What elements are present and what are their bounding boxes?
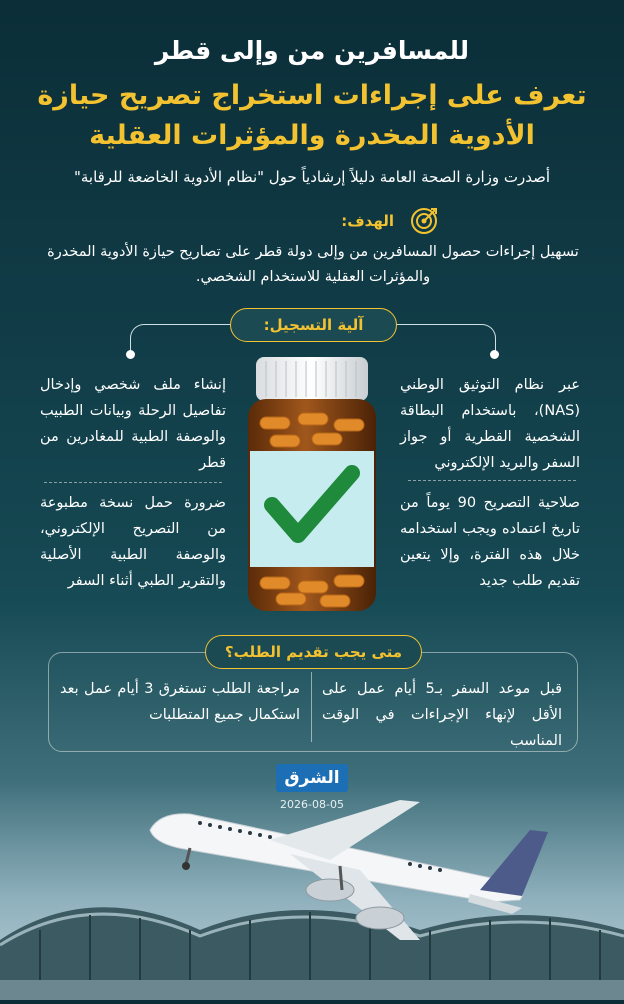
medicine-bottle-image	[240, 355, 384, 615]
timing-left-text: مراجعة الطلب تستغرق 3 أيام عمل بعد استكمال جميع المتطلبات	[60, 681, 300, 723]
timing-heading: متى يجب تقديم الطلب؟	[205, 635, 422, 669]
right-item-2: صلاحية التصريح 90 يوماً من تاريخ اعتماده ويجب استخدامه خلال هذه الفترة، وإلا يتعين تقديم طلب جديد	[400, 495, 580, 589]
goal-heading: الهدف:	[341, 212, 394, 230]
left-item-2: ضرورة حمل نسخة مطبوعة من التصريح الإلكتروني، والوصفة الطبية الأصلية والتقرير الطبي أثناء السفر	[40, 495, 226, 589]
title-line-3: الأدوية المخدرة والمؤثرات العقلية	[89, 120, 535, 151]
left-item-1: إنشاء ملف شخصي وإدخال تفاصيل الرحلة وبيانات الطبيب والوصفة الطبية للمغادرين من قطر	[40, 377, 226, 471]
connector-dot-left	[126, 350, 135, 359]
left-divider	[44, 482, 222, 483]
timing-divider	[311, 672, 312, 742]
timing-right-text: قبل موعد السفر بـ5 أيام عمل على الأقل لإنهاء الإجراءات في الوقت المناسب	[322, 681, 562, 749]
title-line-2: تعرف على إجراءات استخراج تصريح حيازة	[37, 80, 587, 111]
alsharq-logo: الشرق	[276, 764, 348, 792]
right-item-1: عبر نظام التوثيق الوطني (NAS)، باستخدام البطاقة الشخصية القطرية أو جواز السفر والبريد الإلكتروني	[400, 377, 580, 471]
connector-dot-right	[490, 350, 499, 359]
registration-heading: آلية التسجيل:	[230, 308, 397, 342]
airport-plane-illustration	[0, 780, 624, 1000]
title-line-1: للمسافرين من وإلى قطر	[154, 36, 470, 65]
goal-text: تسهيل إجراءات حصول المسافرين من وإلى دولة قطر على تصاريح حيازة الأدوية المخدرة والمؤثرات العقلية للاستخدام الشخصي.	[47, 244, 579, 285]
right-divider	[408, 480, 576, 481]
intro-text: أصدرت وزارة الصحة العامة دليلاً إرشادياً حول "نظام الأدوية الخاضعة للرقابة"	[73, 168, 551, 186]
publish-date: 2026-08-05	[280, 798, 344, 811]
title-line-2-3	[0, 76, 624, 156]
target-icon	[409, 206, 439, 236]
